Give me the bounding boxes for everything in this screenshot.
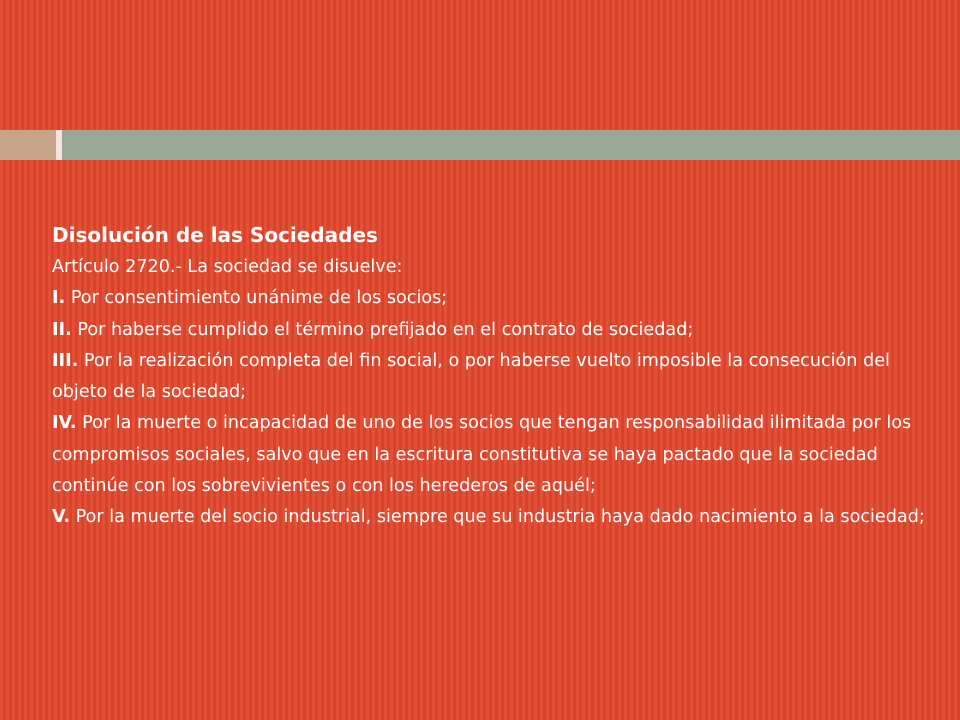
list-item-v [52, 502, 932, 533]
list-item-text: Por consentimiento unánime de los socios; [65, 288, 448, 309]
list-item-text: Por haberse cumplido el término prefijado en el contrato de sociedad; [71, 319, 694, 340]
list-item-text: Por la muerte o incapacidad de uno de los socios que tengan responsabilidad ilimitada por los compromisos sociales, salvo que en la escritura constitutiva se haya pactado que la sociedad continúe con los sobrevivientes o con los herederos de aquél; [52, 413, 912, 497]
list-item-numeral: IV. [52, 413, 77, 434]
article-intro: Artículo 2720.- La sociedad se disuelve: [52, 257, 403, 277]
list-item-numeral: III. [52, 350, 79, 371]
accent-bar-left-segment [0, 130, 56, 160]
accent-bar [0, 130, 960, 160]
list-item-text: Por la realización completa del fin social, o por haberse vuelto imposible la consecución del objeto de la sociedad; [52, 350, 890, 403]
slide-title: Disolución de las Sociedades [52, 223, 378, 247]
list-item-ii [52, 315, 932, 346]
list-item-numeral: V. [52, 507, 71, 528]
accent-bar-right-segment [62, 130, 960, 160]
list-item-i [52, 283, 932, 314]
slide-content [52, 218, 932, 534]
list-item-text: Por la muerte del socio industrial, siempre que su industria haya dado nacimiento a la sociedad; [70, 507, 925, 528]
list-item-numeral: II. [52, 319, 72, 340]
list-item-iv [52, 408, 932, 502]
list-item-iii [52, 346, 932, 409]
list-item-numeral: I. [52, 288, 66, 309]
